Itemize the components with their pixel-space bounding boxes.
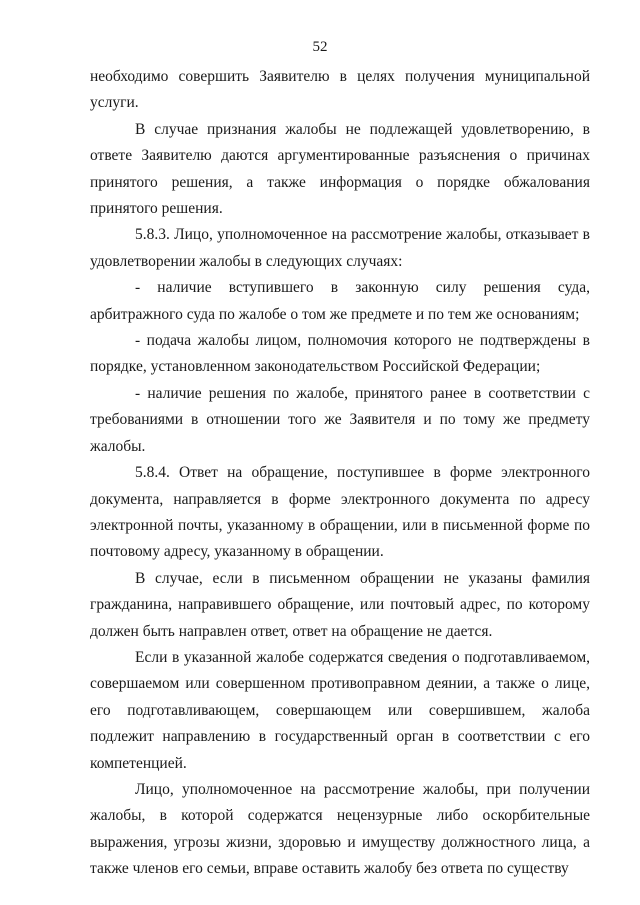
paragraph-5-8-3: 5.8.3. Лицо, уполномоченное на рассмотрение жалобы, отказывает в удовлетворении жалобы в следующих случаях: [90,226,590,270]
body-text [90,64,590,883]
list-item-unconfirmed-authority: - подача жалобы лицом, полномочия которого не подтверждены в порядке, установленном законодательством Российской Федерации; [90,332,590,376]
paragraph-offensive-content: Лицо, уполномоченное на рассмотрение жалобы, при получении жалобы, в которой содержатся нецензурные либо оскорбительные выражения, угрозы жизни, здоровью и имуществу должностного лица, а также членов его семьи, вправе оставить жалобу без ответа по существу [90,780,590,878]
page-number: 52 [312,39,328,55]
list-item-prior-decision: - наличие решения по жалобе, принятого ранее в соответствии с требованиями в отношении того же Заявителя и по тому же предмету жалобы. [90,384,590,455]
paragraph-unlawful-act: Если в указанной жалобе содержатся сведения о подготавливаемом, совершаемом или совершенном противоправном деянии, а также о лице, его подготавливающем, совершающем или совершившем, жалоба подлежит направлению в государственный орган в соответствии с его компетенцией. [90,648,590,772]
paragraph-5-8-4: 5.8.4. Ответ на обращение, поступившее в форме электронного документа, направляется в форме электронного документа по адресу электронной почты, указанному в обращении, или в письменной форме по почтовому адресу, указанному в обращении. [90,464,590,561]
list-item-court-decision: - наличие вступившего в законную силу решения суда, арбитражного суда по жалобе о том же предмете и по тем же основаниям; [90,279,590,323]
paragraph-continuation: необходимо совершить Заявителю в целях получения муниципальной услуги. [90,68,590,112]
paragraph-missing-address: В случае, если в письменном обращении не указаны фамилия гражданина, направившего обращение, или почтовый адрес, по которому должен быть направлен ответ, ответ на обращение не дается. [90,569,590,640]
paragraph-rejection-response: В случае признания жалобы не подлежащей удовлетворению, в ответе Заявителю даются аргументированные разъяснения о причинах принятого решения, а также информация о порядке обжалования принятого решения. [90,120,590,218]
